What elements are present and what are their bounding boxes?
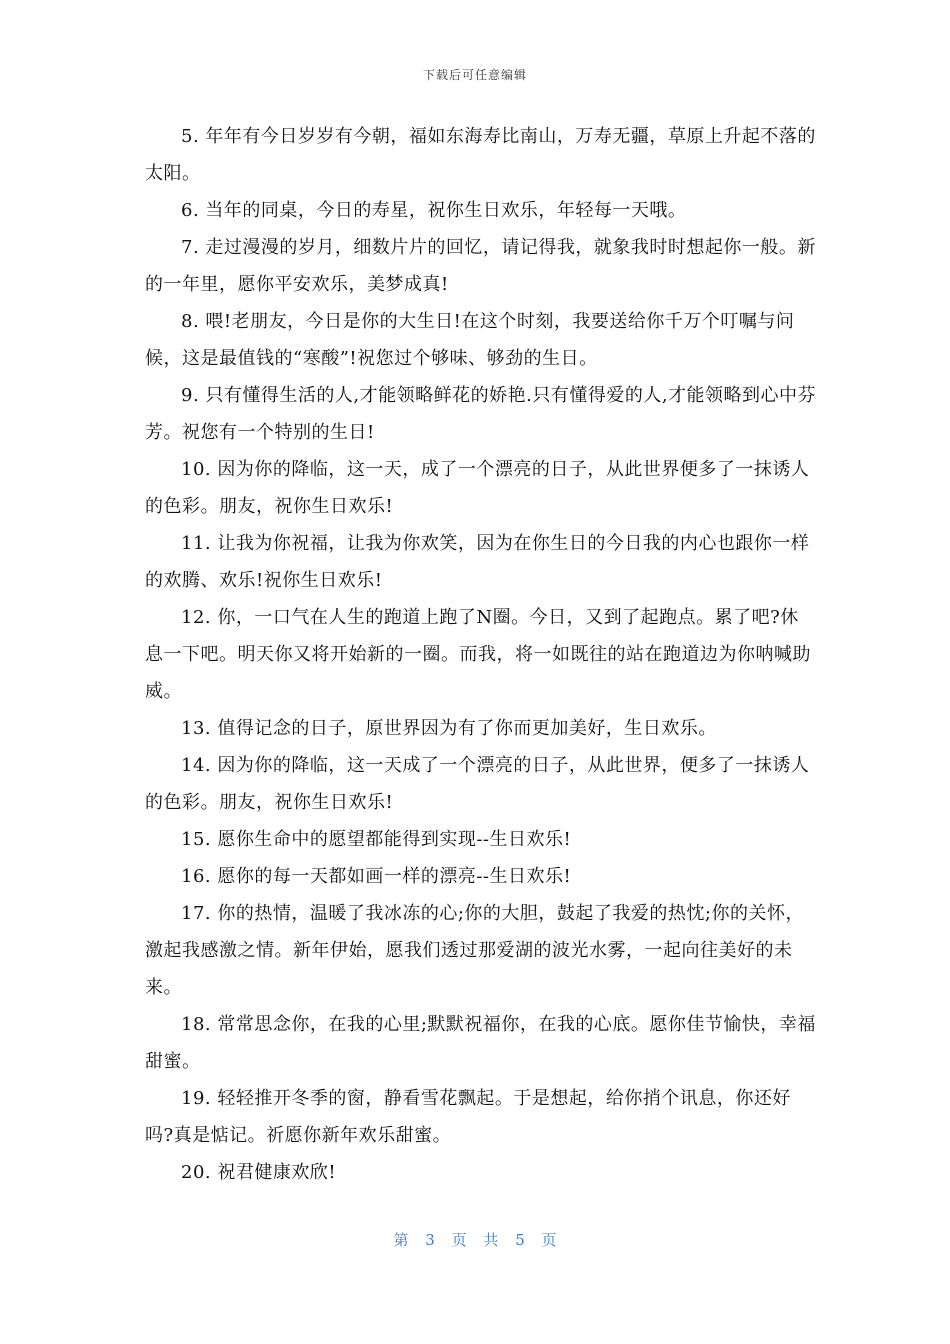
list-item: 17. 你的热情，温暖了我冰冻的心;你的大胆，鼓起了我爱的热忱;你的关怀，激起我感激之情。新年伊始，愿我们透过那爱湖的波光水雾，一起向往美好的未来。 [145,903,804,998]
footer-di: 第 [393,1231,409,1249]
footer-total-pages: 5 [515,1231,525,1249]
list-item: 13. 值得记念的日子，原世界因为有了你而更加美好，生日欢乐。 [181,718,717,739]
footer-ye2: 页 [541,1231,557,1249]
list-item: 15. 愿你生命中的愿望都能得到实现--生日欢乐! [181,829,572,850]
document-body [145,118,817,1191]
list-item: 18. 常常思念你，在我的心里;默默祝福你，在我的心底。愿你佳节愉快，幸福甜蜜。 [145,1014,816,1072]
footer-ye: 页 [451,1231,467,1249]
list-item: 5. 年年有今日岁岁有今朝，福如东海寿比南山，万寿无疆，草原上升起不落的太阳。 [145,126,816,184]
page-header: 下载后可任意编辑 [422,68,527,82]
list-item: 8. 喂!老朋友，今日是你的大生日!在这个时刻，我要送给你千万个叮嘱与问候，这是最值钱的“寒酸”!祝您过个够味、够劲的生日。 [145,311,795,369]
footer-page-number: 3 [425,1231,435,1249]
list-item: 12. 你，一口气在人生的跑道上跑了N圈。今日，又到了起跑点。累了吧?休息一下吧。明天你又将开始新的一圈。而我，将一如既往的站在跑道边为你呐喊助威。 [145,607,811,702]
list-item: 6. 当年的同桌，今日的寿星，祝你生日欢乐，年轻每一天哦。 [181,200,687,221]
footer-gong: 共 [483,1231,499,1249]
list-item: 16. 愿你的每一天都如画一样的漂亮--生日欢乐! [181,866,572,887]
list-item: 14. 因为你的降临，这一天成了一个漂亮的日子，从此世界，便多了一抹诱人的色彩。朋友，祝你生日欢乐! [145,755,810,813]
page-footer [0,1229,950,1250]
list-item: 19. 轻轻推开冬季的窗，静看雪花飘起。于是想起，给你捎个讯息，你还好吗?真是惦记。祈愿你新年欢乐甜蜜。 [145,1088,791,1146]
list-item: 7. 走过漫漫的岁月，细数片片的回忆，请记得我，就象我时时想起你一般。新的一年里，愿你平安欢乐，美梦成真! [145,237,816,295]
list-item: 11. 让我为你祝福，让我为你欢笑，因为在你生日的今日我的内心也跟你一样的欢腾、欢乐!祝你生日欢乐! [145,533,810,591]
list-item: 10. 因为你的降临，这一天，成了一个漂亮的日子，从此世界便多了一抹诱人的色彩。朋友，祝你生日欢乐! [145,459,810,517]
list-item: 20. 祝君健康欢欣! [181,1162,337,1183]
list-item: 9. 只有懂得生活的人,才能领略鲜花的娇艳.只有懂得爱的人,才能领略到心中芬芳。祝您有一个特别的生日! [145,385,817,443]
